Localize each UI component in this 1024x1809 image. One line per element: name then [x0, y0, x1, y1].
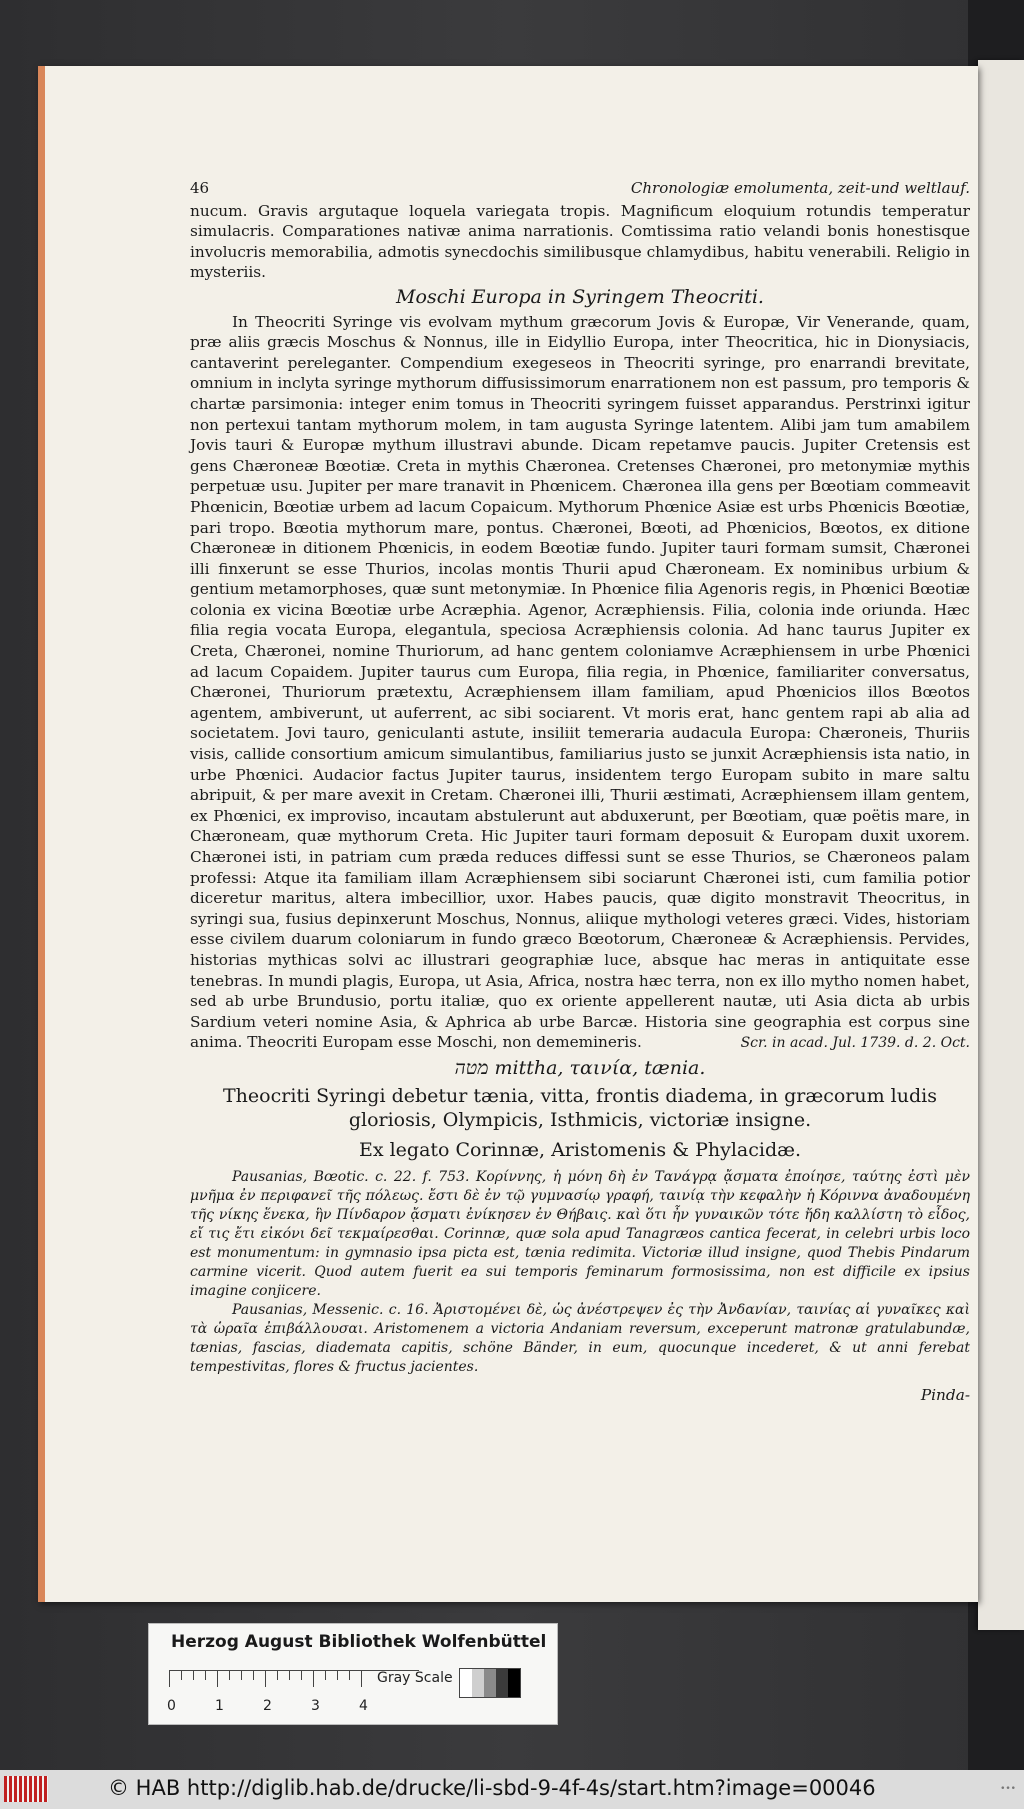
section-heading-moschi: Moschi Europa in Syringem Theocriti. — [396, 285, 764, 308]
ruler-number: 2 — [263, 1698, 272, 1714]
viewer-footer — [0, 1770, 1024, 1809]
paragraph-2: In Theocriti Syringe vis evolvam mythum græcorum Jovis & Europæ, Vir Venerande, quam, præ aliis græcis Moschus & Nonnus, ille in Eidyllio Europa, inter Theocritica, hic in Dionysiacis, cantaverint pereleganter. Compendium exegeseos in Theocriti syringe, pro enarrandi brevitate, omnium in inclyta syringe mythorum diffusissimorum enarrationem non est passum, pro temporis & chartæ parsimonia: integer enim tomus in Theocriti syringem fuisset apparandus. Perstrinxi igitur non pertexui tantam mythorum molem, in tam augusta Syringe latentem. Alibi jam tum amabilem Jovis tauri & Europæ mythum illustravi abunde. Dicam repetamve paucis. Jupiter Cretensis est gens Chæroneæ Bœotiæ. Creta in mythis Chæronea. Cretenses Chæronei, pro metonymiæ mythis perpetuæ usu. Jupiter per mare tranavit in Phœnicem. Chæronea illa gens per Bœotiam commeavit Phœnicin, Bœotiæ urbem ad lacum Copaicum. Mythorum Phœnice Asiæ est urbs Phœnicis Bœotiæ, pari tropo. Bœotia mythorum mare, pontus. Chæronei, Bœoti, ad Phœnicios, Bœotos, ex ditione Chæroneæ in ditionem Phœnicis, in eodem Bœotiæ fundo. Jupiter tauri formam sumsit, Chæronei illi finxerunt se esse Thurios, incolas montis Thurii apud Chæroneam. Ex nominibus urbium & gentium metamorphoses, quæ sunt metonymiæ. In Phœnice filia Agenoris regis, in Phœnici Bœotiæ colonia ex vicina Bœotiæ urbe Acræphia. Agenor, Acræphiensis. Filia, colonia inde oriunda. Hæc filia regia vocata Europa, elegantula, speciosa Acræphiensis colonia. Ad hanc taurus Jupiter ex Creta, Chæronei, nomine Thuriorum, ad hanc gentem coloniamve Acræphiensem in urbe Phœnici ad lacum Copaidem. Jupiter taurus cum Europa, filia regia, in Phœnice, familiariter conversatus, Chæronei, Thuriorum prætextu, Acræphiensem illam familiam, apud Phœnicios illos Bœotos agentem, ambiverunt, ut auferrent, ac sibi sociarent. Vt moris erat, hanc gentem rapi ab alia ad societatem. Jovi tauro, geniculanti astute, insiliit temeraria audacula Europa: Chæroneis, Thuriis visis, callide consortium amicum simulantibus, familiarius justo se junxit Acræphiensis ista natio, in urbe Phœnici. Audacior factus Jupiter taurus, insidentem tergo Europam subito in mare saltu abripuit, & per mare avexit in Cretam. Chæronei illi, Thurii æstimati, Acræphiensem illam gentem, ex Phœnici, ex improviso, incautam abstulerunt aut abduxerunt, per Bœotiam, quæ poëtis mare, in Chæroneam, quæ mythorum Creta. Hic Jupiter tauri formam deposuit & Europam duxit uxorem. Chæronei isti, in patriam cum præda reduces diffessi sunt se esse Thurios, se Chæroneos palam professi: Atque ita familiam illam Acræphiensem sibi sociarunt Chæronei isti, cum familia potior diceretur maritus, altera imbecillior, uxor. Habes paucis, quæ digito monstravit Theocritus, in syringi sua, fusius depinxerunt Moschus, Nonnus, aliique mythologi veteres græci. Vides, historiam esse civilem duarum coloniarum in fundo græco Bœotorum, Chæroneæ & Acræphiensis. Pervides, historias mythicas solvi ac illustrari geographiæ luce, absque hac meras in antiquitate esse tenebras. In mundi plagis, Europa, ut Asia, Africa, nostra hæc terra, non ex illo mytho nomen habet, sed ab urbe Brundusio, portu italiæ, quo ex oriente appellerent nautæ, uti Asia dicta ab urbis Sardium veteri nomine Asia, & Aphrica ab urbe Barcæ. Historia sine geographia est corpus sine anima. Theocriti Europam esse Moschi, non dememineris. — [190, 312, 970, 1052]
institution-name: Herzog August Bibliothek Wolfenbüttel — [171, 1632, 547, 1652]
ruler-number: 3 — [311, 1698, 320, 1714]
hab-logo-icon — [4, 1776, 48, 1802]
library-color-chart — [148, 1623, 558, 1725]
section-heading-legato: Ex legato Corinnæ, Aristomenis & Phylacidæ. — [358, 1139, 802, 1162]
gray-swatch — [484, 1669, 496, 1697]
page-number: 46 — [190, 179, 210, 197]
paragraph-1: nucum. Gravis argutaque loquela variegata tropis. Magnificum eloquium rotundis temperatur simulacris. Comparationes nativæ anima narrationis. Comtissima ratio velandi bonis honestisque involucris memorabilia, admotis synecdochis similibusque chlamydibus, habitu venerabili. Religio in mysteriis. — [190, 201, 970, 282]
running-header — [190, 178, 970, 199]
page-text — [190, 178, 970, 1406]
section-heading-tenia: Theocriti Syringi debetur tænia, vitta, frontis diadema, in græcorum ludis gloriosis, Olympicis, Isthmicis, victoriæ insigne. — [223, 1085, 937, 1132]
paragraph-pausanias-messenic: Pausanias, Messenic. c. 16. Ἀριστομένει δὲ, ὡς ἀνέστρεψεν ἐς τὴν Ἀνδανίαν, ταινίας αἱ γυναῖκες καὶ τὰ ὡραῖα ἐπιβάλλουσαι. Aristomenem a victoria Andaniam reversum, exceperunt matronæ gratulabundæ, tænias, fascias, diademata capitis, schöne Bänder, in eum, quocunque incederet, & ut anni ferebat tempestivitas, flores & fructus jacientes. — [190, 1302, 970, 1376]
adjacent-page-edge — [978, 60, 1024, 1630]
source-link[interactable]: © HAB http://diglib.hab.de/drucke/li-sbd-9-4f-4s/start.htm?image=00046 — [108, 1776, 876, 1800]
catchword: Pinda- — [920, 1386, 970, 1405]
date-note: Scr. in acad. Jul. 1739. d. 2. Oct. — [740, 1034, 970, 1051]
ruler-number: 4 — [359, 1698, 368, 1714]
more-icon[interactable]: ••• — [1000, 1784, 1016, 1794]
ruler-number: 1 — [215, 1698, 224, 1714]
gray-swatch — [496, 1669, 508, 1697]
gray-swatch — [508, 1669, 520, 1697]
paragraph-pausanias-boeotic: Pausanias, Bœotic. c. 22. f. 753. Κορίννης, ἡ μόνη δὴ ἐν Τανάγρᾳ ᾄσματα ἐποίησε, ταύτης ἐστὶ μὲν μνῆμα ἐν περιφανεῖ τῆς πόλεως. ἔστι δὲ ἐν τῷ γυμνασίῳ γραφή, ταινίᾳ τὴν κεφαλὴν ἡ Κόριννα ἀναδουμένη τῆς νίκης ἕνεκα, ἣν Πίνδαρον ᾄσματι ἐνίκησεν ἐν Θήβαις. καὶ ὅτι ἦν γυναικῶν τότε ἤδη καλλίστη τὸ εἶδος, εἴ τις ἔτι εἰκόνι δεῖ τεκμαίρεσθαι. Corinnæ, quæ sola apud Tanagræos cantica fecerat, in celebri urbis loco est monumentum: in gymnasio ipsa picta est, tænia redimita. Victoriæ illud insigne, quod Thebis Pindarum carmine vicerit. Quod autem fuerit ea sui temporis feminarum formosissima, non est difficile ex ipsius imagine conjicere. — [190, 1169, 970, 1300]
gray-scale-label: Gray Scale — [377, 1670, 453, 1686]
gray-scale-swatches — [459, 1668, 521, 1698]
section-heading-mittha: מטה mittha, ταινία, tænia. — [454, 1056, 706, 1079]
gray-swatch — [460, 1669, 472, 1697]
gray-swatch — [472, 1669, 484, 1697]
ruler-number: 0 — [167, 1698, 176, 1714]
running-title: Chronologiæ emolumenta, zeit-und weltlauf. — [630, 179, 970, 197]
